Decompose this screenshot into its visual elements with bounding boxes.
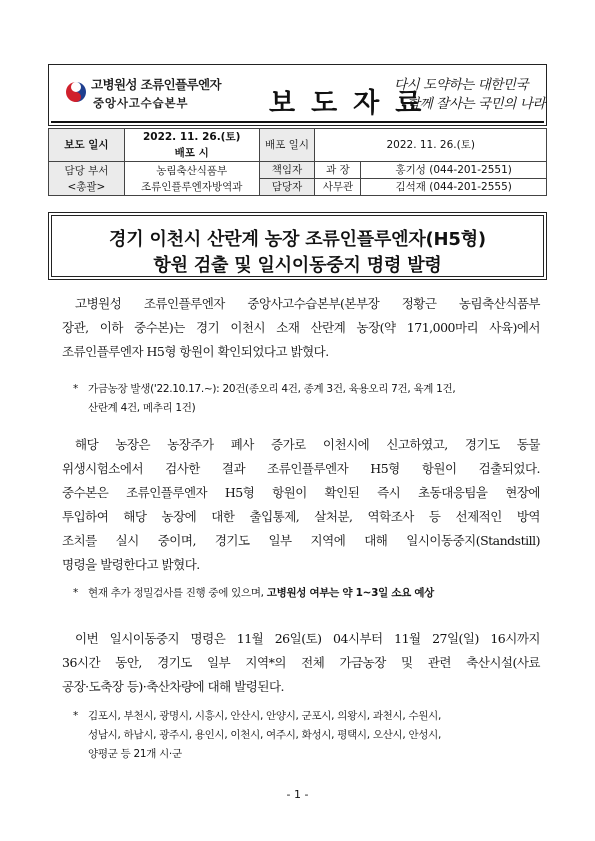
page-number: - 1 - [286, 788, 309, 801]
paragraph-line: 위생시험소에서 검사한 결과 조류인플루엔자 H5형 항원이 검출되었다. [62, 461, 540, 476]
headline-line2: 항원 검출 및 일시이동중지 명령 발령 [153, 255, 442, 276]
paragraph-line: 36시간 동안, 경기도 일부 지역*의 전체 가금농장 및 관련 축산시설(사료 [62, 655, 540, 670]
footnote-line: * 김포시, 부천시, 광명시, 시흥시, 안산시, 안양시, 군포시, 의왕시, 과천시, 수원시, [73, 707, 543, 726]
distribution-date-label: 배포 일시 [259, 129, 315, 162]
press-release-header [48, 64, 547, 126]
body-paragraph-2 [62, 433, 540, 577]
footnote-emphasis: 고병원성 여부는 약 1~3일 소요 예상 [266, 587, 435, 599]
manager-label: 담당자 [259, 179, 315, 196]
distribution-date-value: 2022. 11. 26.(토) [315, 129, 547, 162]
footnote-line: 성남시, 하남시, 광주시, 용인시, 이천시, 여주시, 화성시, 평택시, 오산시, 안성시, [88, 729, 442, 741]
headline-line1: 경기 이천시 산란계 농장 조류인플루엔자(H5형) [109, 229, 486, 250]
body-paragraph-3 [62, 627, 540, 699]
footnote-marker: * [73, 710, 78, 722]
responsible-title: 과 장 [315, 162, 361, 179]
footnote-line: 양평군 등 21개 시·군 [88, 748, 182, 760]
dept-value: 농림축산식품부 조류인플루엔자방역과 [124, 162, 259, 196]
paragraph-line: 조치를 실시 중이며, 경기도 일부 지역에 대해 일시이동중지(Standstill) [62, 533, 540, 548]
footnote-1 [73, 380, 543, 418]
paragraph-line: 고병원성 조류인플루엔자 중앙사고수습본부(본부장 정황근 농림축산식품부 [75, 296, 540, 311]
footnote-line: 산란계 4건, 메추리 1건) [88, 402, 196, 414]
headline-box [48, 212, 547, 280]
paragraph-line: 공장·도축장 등)·축산차량에 대해 발령된다. [62, 679, 284, 694]
body-paragraph-1 [62, 292, 540, 364]
taegeuk-logo-icon [63, 79, 89, 105]
footnote-3 [73, 707, 543, 764]
footnote-marker: * [73, 383, 78, 395]
manager-title: 사무관 [315, 179, 361, 196]
dept-label: 담당 부서 <총괄> [49, 162, 125, 196]
report-date-label: 보도 일시 [49, 129, 125, 162]
report-date-value: 2022. 11. 26.(토) 배포 시 [124, 129, 259, 162]
footnote-marker: * [73, 587, 78, 599]
paragraph-line: 조류인플루엔자 H5형 항원이 확인되었다고 밝혔다. [62, 344, 329, 359]
paragraph-line: 투입하여 해당 농장에 대한 출입통제, 살처분, 역학조사 등 선제적인 방역 [62, 509, 540, 524]
org-name-line2: 중앙사고수습본부 [93, 96, 189, 110]
responsible-label: 책임자 [259, 162, 315, 179]
table-row [49, 129, 547, 162]
footnote-2 [73, 584, 543, 603]
paragraph-line: 이번 일시이동중지 명령은 11월 26일(토) 04시부터 11월 27일(일) 16시까지 [75, 631, 540, 646]
paragraph-line: 해당 농장은 농장주가 폐사 증가로 이천시에 신고하였고, 경기도 동물 [75, 437, 540, 452]
paragraph-line: 명령을 발령한다고 밝혔다. [62, 557, 200, 572]
paragraph-line: 장관, 이하 중수본)는 경기 이천시 소재 산란계 농장(약 171,000마리 사육)에서 [62, 320, 540, 335]
slogan-line2: 함께 잘사는 국민의 나라 [407, 96, 546, 112]
footnote-line: * 현재 추가 정밀검사를 진행 중에 있으며, 고병원성 여부는 약 1~3일 소요 예상 [73, 584, 543, 603]
footnote-line: * 가금농장 발생('22.10.17.~): 20건(종오리 4건, 종계 3건, 육용오리 7건, 육계 1건, [73, 380, 543, 399]
release-info-table [48, 128, 547, 196]
manager-contact: 김석재 (044-201-2555) [361, 179, 547, 196]
slogan-line1: 다시 도약하는 대한민국 [394, 77, 529, 93]
press-release-title: 보도자료 [269, 88, 438, 119]
org-name-line1: 고병원성 조류인플루엔자 [91, 77, 221, 92]
paragraph-line: 중수본은 조류인플루엔자 H5형 항원이 확인된 즉시 초동대응팀을 현장에 [62, 485, 540, 500]
responsible-contact: 홍기성 (044-201-2551) [361, 162, 547, 179]
table-row [49, 162, 547, 179]
